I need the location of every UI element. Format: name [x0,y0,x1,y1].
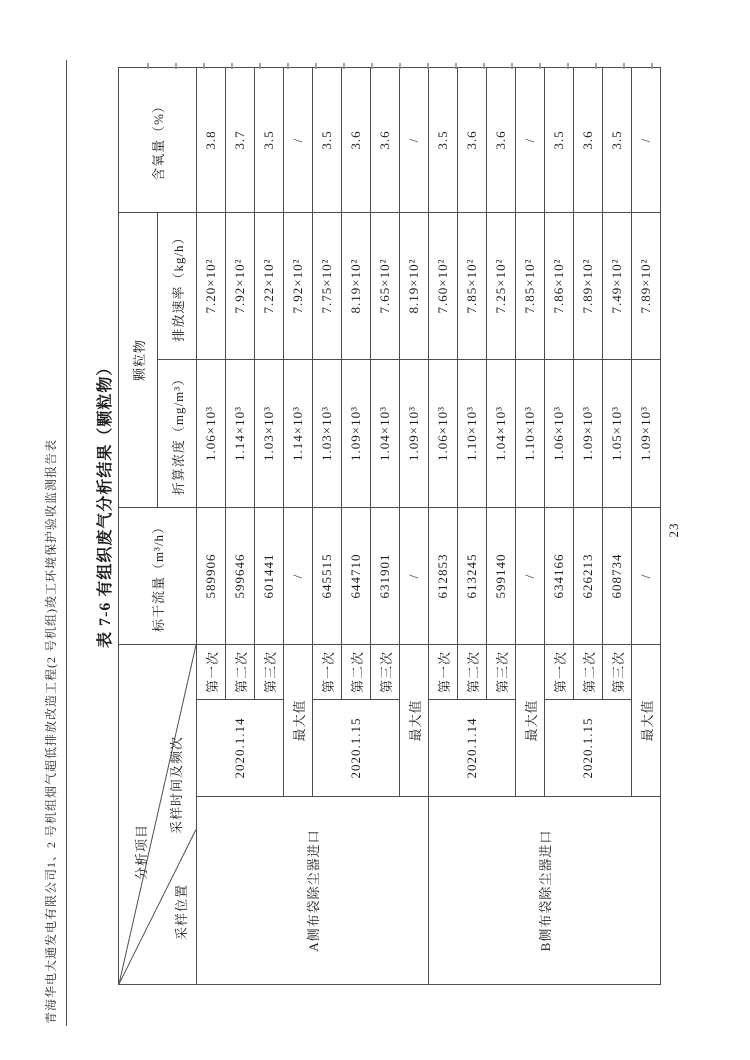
flow-value: 599646 [226,508,255,645]
freq-cell: 第二次 [342,645,371,700]
date-cell: 2020.1.14 [197,700,284,797]
flow-value: 601441 [255,508,284,645]
freq-cell: 第三次 [603,645,632,700]
corner-label-sampling-position: 采样位置 [174,883,189,940]
rate-value: 7.75×10² [313,213,342,360]
concentration-value: 1.04×10³ [487,360,516,508]
max-label-cell: 最大值 [400,645,429,797]
freq-cell: 第三次 [371,645,400,700]
concentration-value: 1.10×10³ [516,360,545,508]
concentration-value: 1.09×10³ [574,360,603,508]
concentration-value: 1.14×10³ [284,360,313,508]
rate-value: 7.85×10² [458,213,487,360]
date-cell: 2020.1.15 [313,700,400,797]
flow-value: 608734 [603,508,632,645]
header-flow: 标干流量（m³/h） [119,508,197,645]
flow-value: 589906 [197,508,226,645]
table-title: 表 7-6 有组织废气分析结果（颗粒物） [97,358,114,648]
analysis-results-table [118,67,661,985]
header-oxygen: 含氧量（%） [119,68,197,213]
concentration-value: 1.03×10³ [255,360,284,508]
flow-value: 626213 [574,508,603,645]
oxygen-value: / [400,68,429,213]
freq-cell: 第一次 [545,645,574,700]
oxygen-value: 3.5 [313,68,342,213]
sampling-position-cell: A侧布袋除尘器进口 [197,797,429,985]
flow-value: / [400,508,429,645]
rate-value: 7.86×10² [545,213,574,360]
freq-cell: 第一次 [429,645,458,700]
oxygen-value: 3.5 [429,68,458,213]
concentration-value: 1.06×10³ [429,360,458,508]
oxygen-value: 3.8 [197,68,226,213]
freq-cell: 第一次 [197,645,226,700]
flow-value: 634166 [545,508,574,645]
date-cell: 2020.1.15 [545,700,632,797]
max-label-cell: 最大值 [284,645,313,797]
flow-value: 599140 [487,508,516,645]
table-row [197,68,226,985]
corner-cell [119,645,197,985]
freq-cell: 第三次 [487,645,516,700]
rate-value: 7.89×10² [574,213,603,360]
rate-value: 7.20×10² [197,213,226,360]
concentration-value: 1.09×10³ [400,360,429,508]
concentration-value: 1.05×10³ [603,360,632,508]
concentration-value: 1.03×10³ [313,360,342,508]
oxygen-value: 3.6 [342,68,371,213]
oxygen-value: 3.6 [371,68,400,213]
freq-cell: 第三次 [255,645,284,700]
flow-value: 613245 [458,508,487,645]
freq-cell: 第一次 [313,645,342,700]
freq-cell: 第二次 [574,645,603,700]
max-label-cell: 最大值 [632,645,661,797]
flow-value: / [632,508,661,645]
date-cell: 2020.1.14 [429,700,516,797]
oxygen-value: / [284,68,313,213]
header-rule [66,60,67,1026]
max-label-cell: 最大值 [516,645,545,797]
rate-value: 7.22×10² [255,213,284,360]
rate-value: 7.92×10² [226,213,255,360]
freq-cell: 第二次 [226,645,255,700]
rate-value: 7.92×10² [284,213,313,360]
sampling-position-cell: B侧布袋除尘器进口 [429,797,661,985]
flow-value: 645515 [313,508,342,645]
corner-label-sampling-time: 采样时间及频次 [169,735,184,834]
concentration-value: 1.06×10³ [197,360,226,508]
rate-value: 7.25×10² [487,213,516,360]
oxygen-value: 3.6 [458,68,487,213]
oxygen-value: 3.5 [603,68,632,213]
freq-cell: 第二次 [458,645,487,700]
flow-value: / [284,508,313,645]
oxygen-value: 3.5 [255,68,284,213]
header-particulate-group: 颗粒物 [119,213,158,508]
rate-value: 8.19×10² [342,213,371,360]
concentration-value: 1.04×10³ [371,360,400,508]
page-number: 23 [666,522,681,538]
rate-value: 7.65×10² [371,213,400,360]
oxygen-value: 3.7 [226,68,255,213]
flow-value: / [516,508,545,645]
oxygen-value: / [516,68,545,213]
header-rate: 排放速率（kg/h） [158,213,197,360]
rate-value: 8.19×10² [400,213,429,360]
rate-value: 7.60×10² [429,213,458,360]
concentration-value: 1.09×10³ [632,360,661,508]
concentration-value: 1.06×10³ [545,360,574,508]
concentration-value: 1.14×10³ [226,360,255,508]
flow-value: 631901 [371,508,400,645]
concentration-value: 1.10×10³ [458,360,487,508]
oxygen-value: / [632,68,661,213]
oxygen-value: 3.5 [545,68,574,213]
report-header: 青海华电大通发电有限公司1、2 号机组烟气超低排放改造工程(2 号机组)竣工环境保护验收监测报告表 [44,439,58,1024]
table-row [429,68,458,985]
concentration-value: 1.09×10³ [342,360,371,508]
edge-tick-marks [121,63,661,69]
flow-value: 612853 [429,508,458,645]
rate-value: 7.49×10² [603,213,632,360]
oxygen-value: 3.6 [487,68,516,213]
header-concentration: 折算浓度（mg/m³） [158,360,197,508]
rate-value: 7.89×10² [632,213,661,360]
flow-value: 644710 [342,508,371,645]
oxygen-value: 3.6 [574,68,603,213]
header-row-1 [119,68,158,985]
corner-label-analysis-item: 分析项目 [134,823,149,880]
rate-value: 7.85×10² [516,213,545,360]
